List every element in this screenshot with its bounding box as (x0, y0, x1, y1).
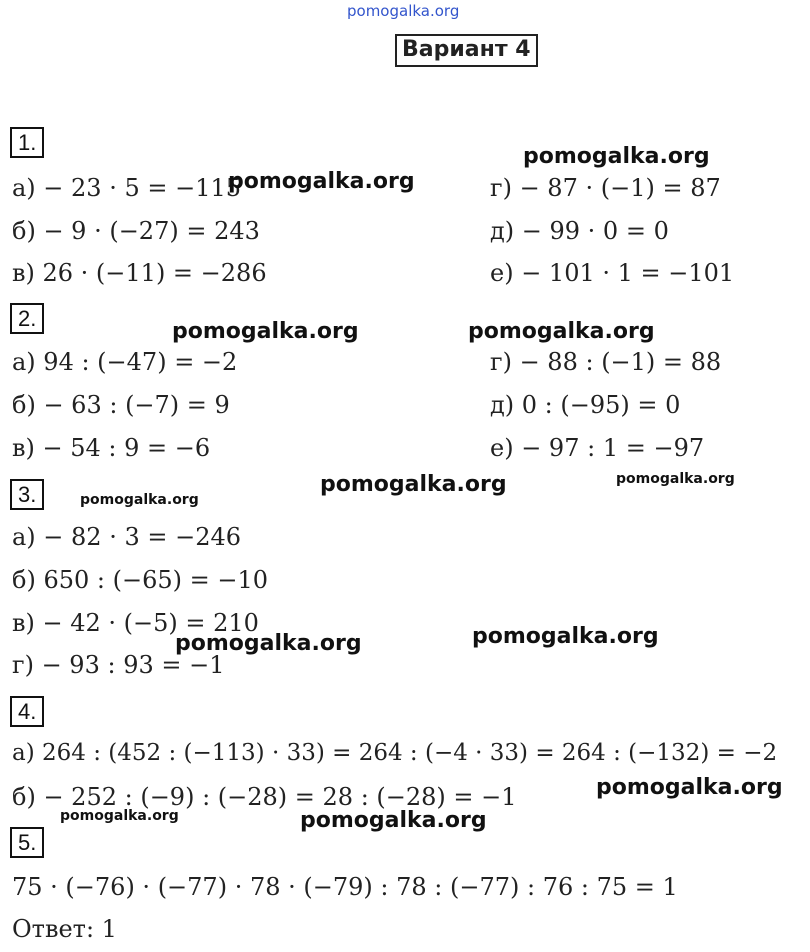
watermark: pomogalka.org (175, 631, 362, 656)
task-1a: а) − 23 · 5 = −115 (12, 174, 242, 202)
watermark: pomogalka.org (523, 144, 710, 169)
task-1d: г) − 87 · (−1) = 87 (490, 174, 721, 202)
watermark: pomogalka.org (300, 808, 487, 833)
task-2e: д) 0 : (−95) = 0 (490, 391, 681, 419)
variant-title: Вариант 4 (395, 34, 538, 67)
task-3d: г) − 93 : 93 = −1 (12, 651, 225, 679)
task-5-answer: Ответ: 1 (12, 915, 117, 943)
task-1e: д) − 99 · 0 = 0 (490, 217, 669, 245)
task-1b: б) − 9 · (−27) = 243 (12, 217, 260, 245)
task-4b: б) − 252 : (−9) : (−28) = 28 : (−28) = −1 (12, 783, 517, 811)
watermark: pomogalka.org (80, 492, 199, 508)
task-3b: б) 650 : (−65) = −10 (12, 566, 268, 594)
watermark: pomogalka.org (320, 472, 507, 497)
task-number-2: 2. (10, 303, 44, 334)
task-3a: а) − 82 · 3 = −246 (12, 523, 242, 551)
watermark: pomogalka.org (60, 808, 179, 824)
site-watermark-top: pomogalka.org (347, 2, 460, 20)
task-2f: е) − 97 : 1 = −97 (490, 434, 705, 462)
task-4a: а) 264 : (452 : (−113) · 33) = 264 : (−4 · 33) = 264 : (−132) = −2 (12, 740, 778, 766)
task-2a: а) 94 : (−47) = −2 (12, 348, 238, 376)
task-2b: б) − 63 : (−7) = 9 (12, 391, 230, 419)
task-2c: в) − 54 : 9 = −6 (12, 434, 211, 462)
watermark: pomogalka.org (172, 319, 359, 344)
watermark: pomogalka.org (472, 624, 659, 649)
task-number-5: 5. (10, 827, 44, 858)
task-2d: г) − 88 : (−1) = 88 (490, 348, 722, 376)
task-1f: е) − 101 · 1 = −101 (490, 259, 735, 287)
task-number-3: 3. (10, 479, 44, 510)
watermark: pomogalka.org (468, 319, 655, 344)
task-3c: в) − 42 · (−5) = 210 (12, 609, 259, 637)
task-number-4: 4. (10, 696, 44, 727)
watermark: pomogalka.org (228, 169, 415, 194)
task-5-expression: 75 · (−76) · (−77) · 78 · (−79) : 78 : (−77) : 76 : 75 = 1 (12, 873, 678, 901)
task-1c: в) 26 · (−11) = −286 (12, 259, 267, 287)
watermark: pomogalka.org (596, 775, 783, 800)
watermark: pomogalka.org (616, 471, 735, 487)
task-number-1: 1. (10, 127, 44, 158)
